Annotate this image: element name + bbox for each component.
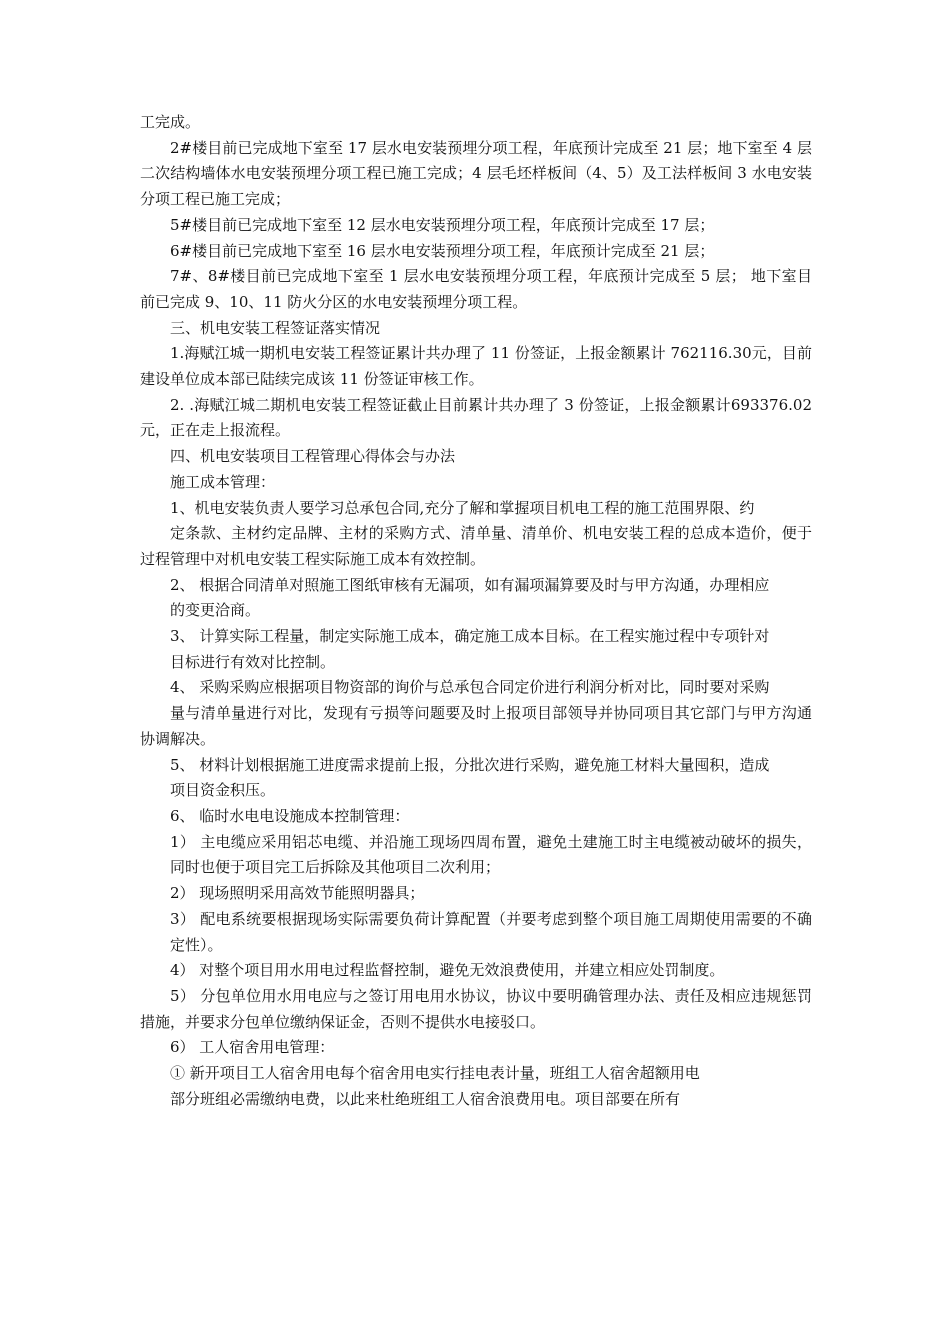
sub-item-4: 4） 对整个项目用水用电过程监督控制，避免无效浪费使用，并建立相应处罚制度。 — [170, 961, 725, 980]
paragraph-visa-phase-1: 1.海赋江城一期机电安装工程签证累计共办理了 11 份签证，上报金额累计 762116.30元，目前建设单位成本部已陆续完成该 11 份签证审核工作。 — [140, 344, 812, 389]
sub-item-2: 2） 现场照明采用高效节能照明器具； — [170, 884, 425, 903]
list-item-1-start: 1、机电安装负责人要学习总承包合同,充分了解和掌握项目机电工程的施工范围界限、约 — [170, 498, 755, 517]
paragraph-visa-phase-2: 2. .海赋江城二期机电安装工程签证截止目前累计共办理了 3 份签证，上报金额累计693376.02 元，正在走上报流程。 — [140, 395, 812, 440]
section-heading-3: 三、机电安装工程签证落实情况 — [170, 318, 381, 337]
section-heading-4: 四、机电安装项目工程管理心得体会与办法 — [170, 447, 456, 466]
list-item-1-continuation: 定条款、主材约定品牌、主材的采购方式、清单量、清单价、机电安装工程的总成本造价，便于过程管理中对机电安装工程实际施工成本有效控制。 — [140, 524, 812, 568]
list-item-3-start: 3、 计算实际工程量，制定实际施工成本，确定施工成本目标。在工程实施过程中专项针对 — [170, 627, 770, 646]
list-item-2-continuation: 的变更洽商。 — [170, 601, 261, 620]
sub-item-6: 6） 工人宿舍用电管理： — [170, 1038, 335, 1057]
subheading-cost-management: 施工成本管理： — [170, 472, 276, 491]
sub-item-3: 3） 配电系统要根据现场实际需要负荷计算配置（并要考虑到整个项目施工周期使用需要的不确定性）。 — [170, 909, 812, 954]
sub-item-5: 5） 分包单位用水用电应与之签订用电用水协议，协议中要明确管理办法、责任及相应违规惩罚措施，并要求分包单位缴纳保证金，否则不提供水电接驳口。 — [140, 986, 812, 1031]
paragraph-building-6: 6#楼目前已完成地下室至 16 层水电安装预埋分项工程，年底预计完成至 21 层； — [170, 241, 715, 260]
paragraph-building-2: 2#楼目前已完成地下室至 17 层水电安装预埋分项工程，年底预计完成至 21 层；地下室至 4 层二次结构墙体水电安装预埋分项工程已施工完成；4 层毛坯样板间（4、5）及工法样板间 3 水电安装分项工程已施工完成； — [140, 138, 812, 209]
document-body — [140, 110, 812, 1112]
circled-item-1-continuation: 部分班组必需缴纳电费，以此来杜绝班组工人宿舍浪费用电。项目部要在所有 — [170, 1089, 681, 1108]
circled-item-1-start: ① 新开项目工人宿舍用电每个宿舍用电实行挂电表计量，班组工人宿舍超额用电 — [170, 1064, 700, 1083]
sub-item-1: 1） 主电缆应采用铝芯电缆、并沿施工现场四周布置，避免土建施工时主电缆被动破坏的损失，同时也便于项目完工后拆除及其他项目二次利用； — [170, 832, 812, 877]
list-item-5-start: 5、 材料计划根据施工进度需求提前上报，分批次进行采购，避免施工材料大量囤积，造成 — [170, 755, 770, 774]
list-item-2-start: 2、 根据合同清单对照施工图纸审核有无漏项，如有漏项漏算要及时与甲方沟通，办理相应 — [170, 575, 770, 594]
list-item-4-start: 4、 采购采购应根据项目物资部的询价与总承包合同定价进行利润分析对比，同时要对采购 — [170, 678, 770, 697]
paragraph-continuation: 工完成。 — [140, 113, 201, 131]
paragraph-building-7-8: 7#、8#楼目前已完成地下室至 1 层水电安装预埋分项工程，年底预计完成至 5 层； 地下室目前已完成 9、10、11 防火分区的水电安装预埋分项工程。 — [140, 267, 812, 311]
list-item-5-continuation: 项目资金积压。 — [170, 781, 276, 800]
list-item-3-continuation: 目标进行有效对比控制。 — [170, 652, 336, 671]
list-item-6: 6、 临时水电电设施成本控制管理： — [170, 806, 410, 825]
list-item-4-continuation: 量与清单量进行对比，发现有亏损等问题要及时上报项目部领导并协同项目其它部门与甲方沟通协调解决。 — [140, 704, 812, 748]
paragraph-building-5: 5#楼目前已完成地下室至 12 层水电安装预埋分项工程，年底预计完成至 17 层； — [170, 215, 715, 234]
